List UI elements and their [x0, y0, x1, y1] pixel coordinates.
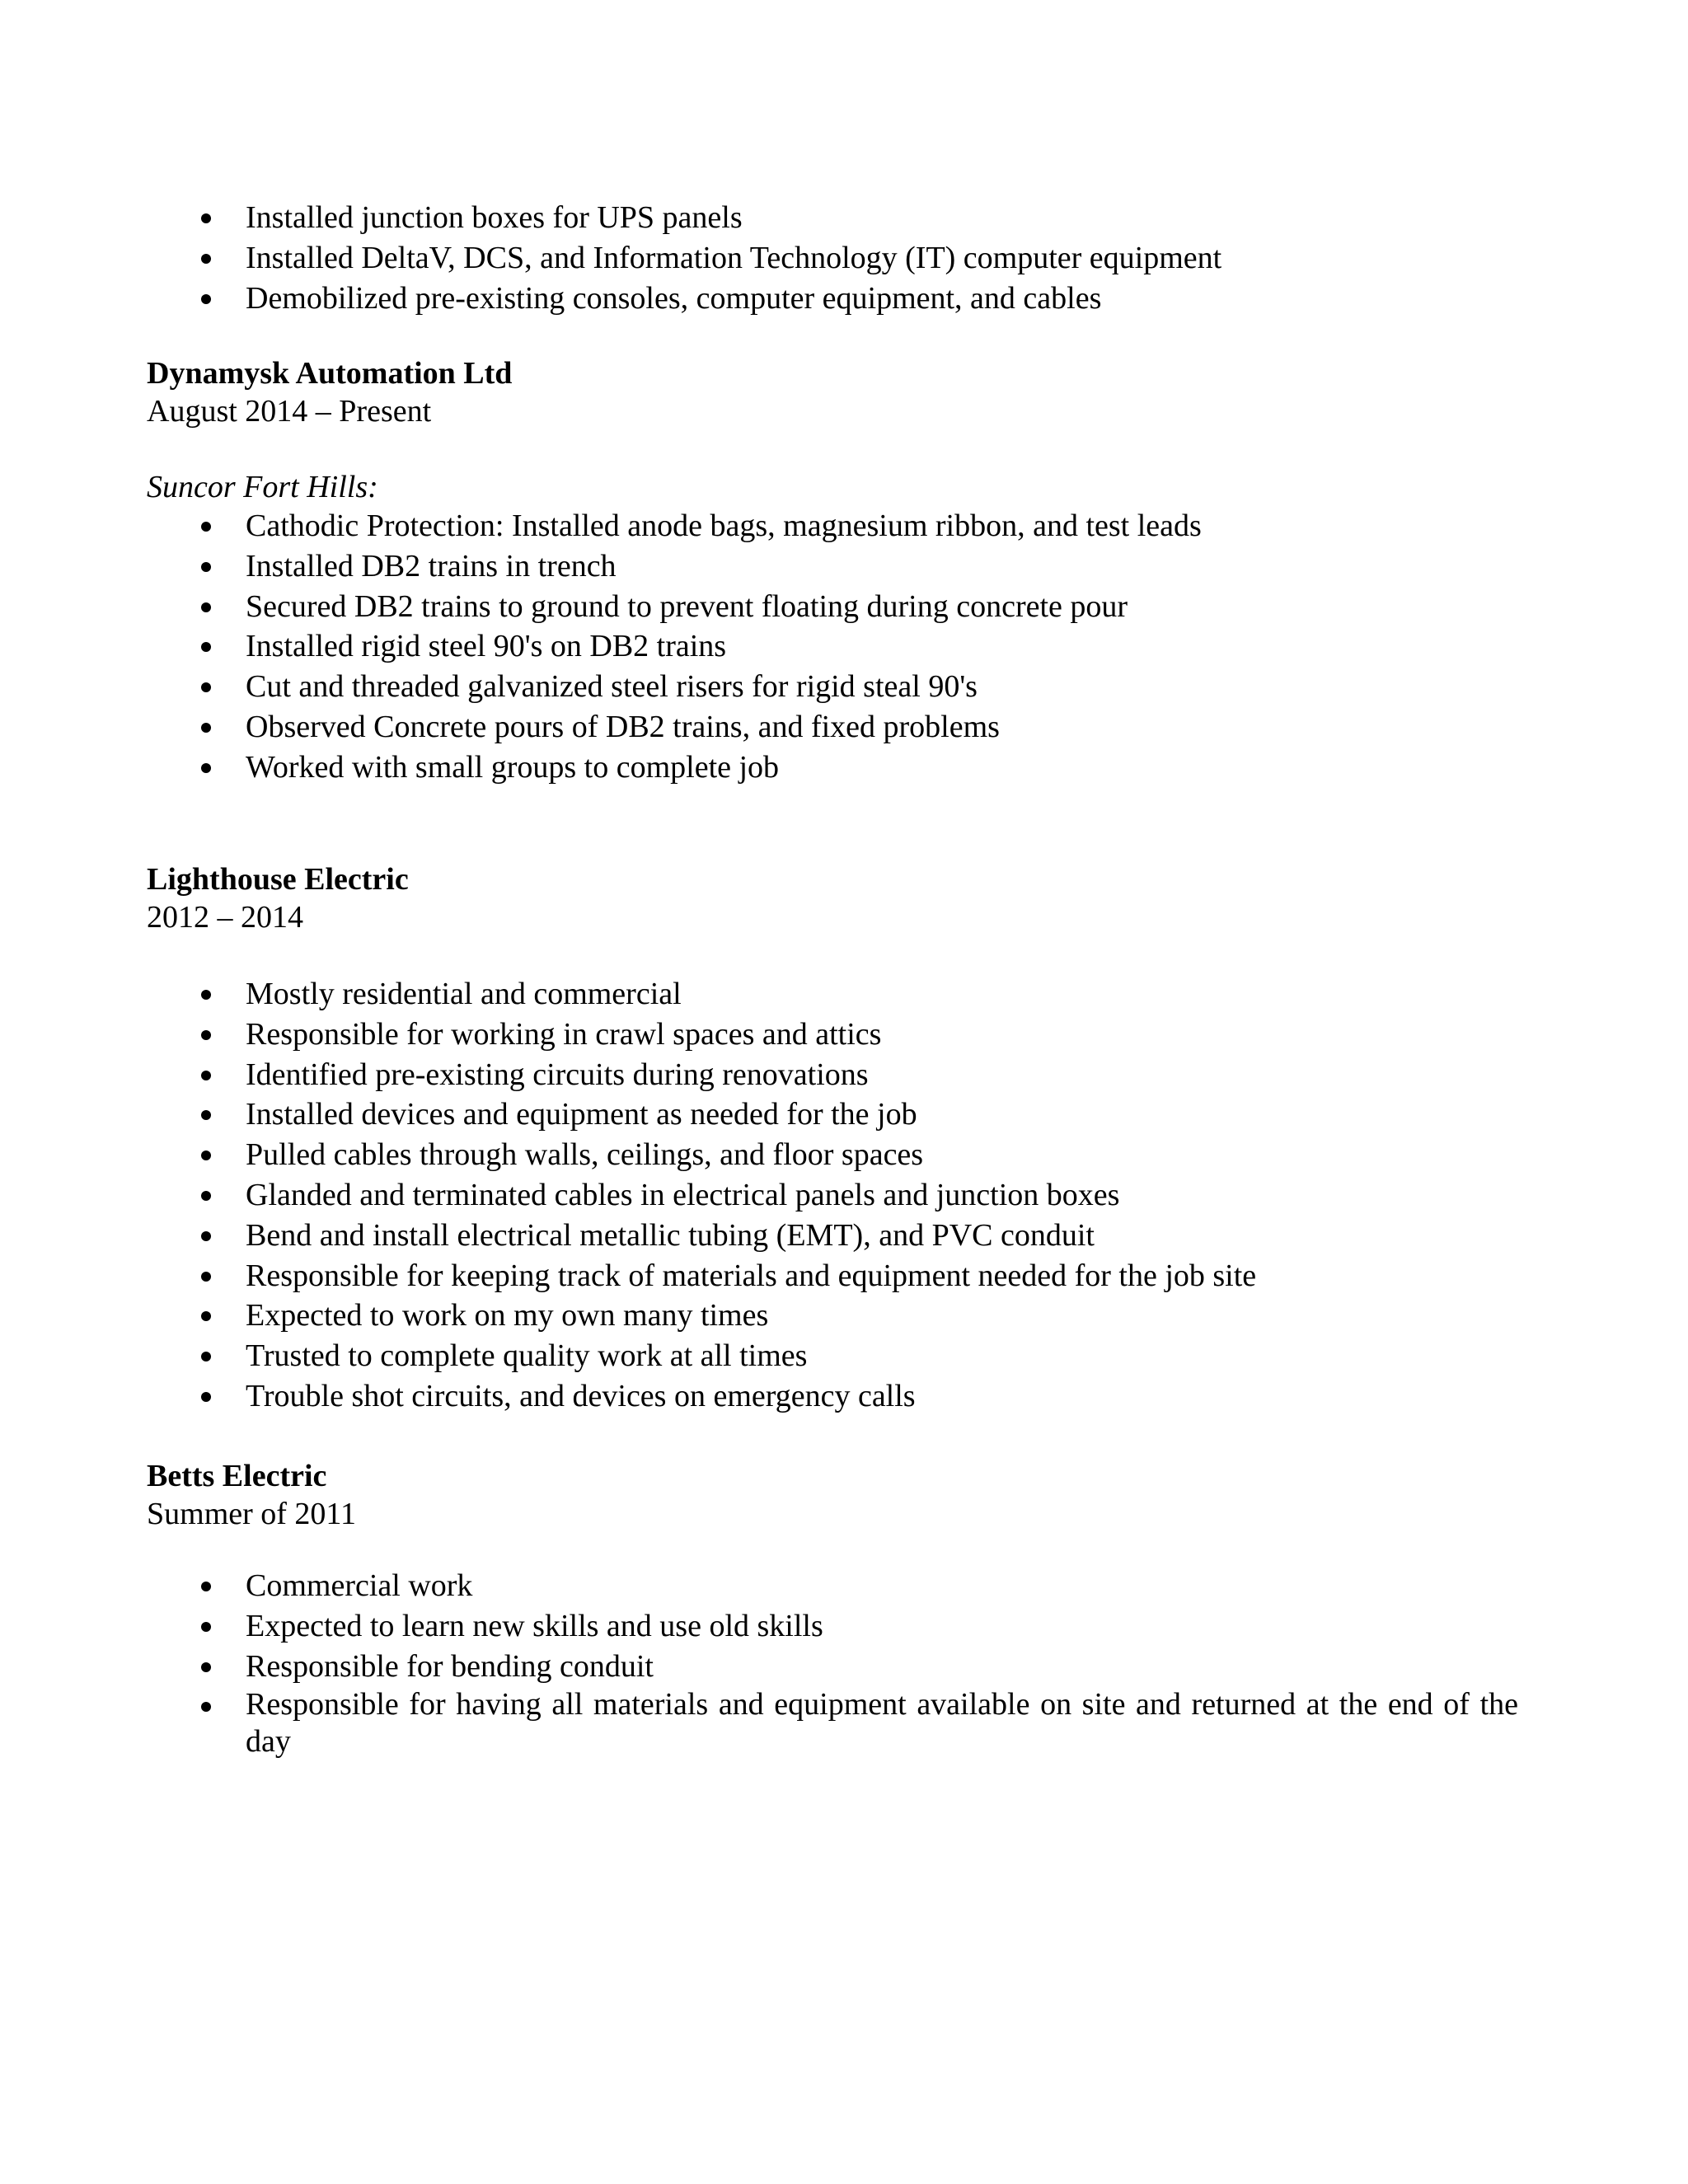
- bullet-icon: [201, 254, 211, 264]
- bullet-icon: [201, 1352, 211, 1361]
- job-section-betts: [147, 1457, 1531, 1760]
- bullet-icon: [201, 990, 211, 1000]
- bullet-icon: [201, 1110, 211, 1120]
- list-item: Installed rigid steel 90's on DB2 trains: [147, 626, 1531, 667]
- list-item: Cathodic Protection: Installed anode bags, magnesium ribbon, and test leads: [147, 506, 1531, 546]
- list-item: Secured DB2 trains to ground to prevent floating during concrete pour: [147, 587, 1531, 627]
- list-item: Installed DeltaV, DCS, and Information Technology (IT) computer equipment: [147, 238, 1531, 279]
- list-item: Expected to work on my own many times: [147, 1296, 1531, 1336]
- project-subheading: Suncor Fort Hills:: [147, 470, 378, 504]
- top-bullet-list: [147, 198, 1531, 318]
- bullet-icon: [201, 1392, 211, 1402]
- bullet-icon: [201, 763, 211, 773]
- bullet-icon: [201, 642, 211, 652]
- job-section-lighthouse: [147, 860, 1531, 1417]
- list-item: Observed Concrete pours of DB2 trains, and fixed problems: [147, 707, 1531, 748]
- top-bullet-list-section: [147, 198, 1531, 318]
- job-bullet-list: [147, 974, 1531, 1417]
- list-item: Demobilized pre-existing consoles, computer equipment, and cables: [147, 279, 1531, 319]
- employment-dates: 2012 – 2014: [147, 900, 303, 935]
- list-item: Worked with small groups to complete job: [147, 748, 1531, 788]
- job-bullet-list: [147, 506, 1531, 788]
- bullet-icon: [201, 562, 211, 572]
- bullet-icon: [201, 1622, 211, 1632]
- list-item: Trusted to complete quality work at all times: [147, 1336, 1531, 1376]
- list-item: Installed DB2 trains in trench: [147, 546, 1531, 587]
- list-item: Commercial work: [147, 1566, 1531, 1606]
- bullet-icon: [201, 1311, 211, 1321]
- bullet-icon: [201, 522, 211, 532]
- list-item: Expected to learn new skills and use old skills: [147, 1606, 1531, 1647]
- bullet-icon: [201, 1702, 211, 1712]
- company-name: Betts Electric: [147, 1459, 327, 1493]
- bullet-icon: [201, 213, 211, 223]
- bullet-icon: [201, 1272, 211, 1282]
- bullet-icon: [201, 1662, 211, 1672]
- list-item: Responsible for working in crawl spaces and attics: [147, 1015, 1531, 1055]
- bullet-icon: [201, 1191, 211, 1201]
- list-item: Responsible for having all materials and equipment available on site and returned at the end of the day: [147, 1686, 1531, 1760]
- bullet-icon: [201, 1071, 211, 1080]
- list-item: Responsible for bending conduit: [147, 1647, 1531, 1687]
- list-item: Trouble shot circuits, and devices on emergency calls: [147, 1376, 1531, 1417]
- bullet-icon: [201, 602, 211, 612]
- bullet-icon: [201, 723, 211, 733]
- bullet-icon: [201, 1582, 211, 1591]
- list-item: Cut and threaded galvanized steel risers for rigid steal 90's: [147, 667, 1531, 707]
- list-item: Installed junction boxes for UPS panels: [147, 198, 1531, 238]
- bullet-icon: [201, 294, 211, 304]
- list-item: Installed devices and equipment as needed for the job: [147, 1094, 1531, 1135]
- company-name: Lighthouse Electric: [147, 862, 409, 897]
- bullet-icon: [201, 682, 211, 692]
- bullet-icon: [201, 1030, 211, 1040]
- employment-dates: August 2014 – Present: [147, 394, 432, 429]
- list-item: Pulled cables through walls, ceilings, and floor spaces: [147, 1135, 1531, 1175]
- list-item: Glanded and terminated cables in electrical panels and junction boxes: [147, 1175, 1531, 1216]
- list-item: Responsible for keeping track of materials and equipment needed for the job site: [147, 1256, 1531, 1296]
- job-section-dynamysk: [147, 354, 1531, 788]
- employment-dates: Summer of 2011: [147, 1497, 357, 1531]
- list-item: Mostly residential and commercial: [147, 974, 1531, 1015]
- list-item: Identified pre-existing circuits during renovations: [147, 1055, 1531, 1095]
- list-item: Bend and install electrical metallic tubing (EMT), and PVC conduit: [147, 1216, 1531, 1256]
- bullet-icon: [201, 1231, 211, 1241]
- company-name: Dynamysk Automation Ltd: [147, 356, 513, 391]
- job-bullet-list: [147, 1566, 1531, 1760]
- bullet-icon: [201, 1151, 211, 1160]
